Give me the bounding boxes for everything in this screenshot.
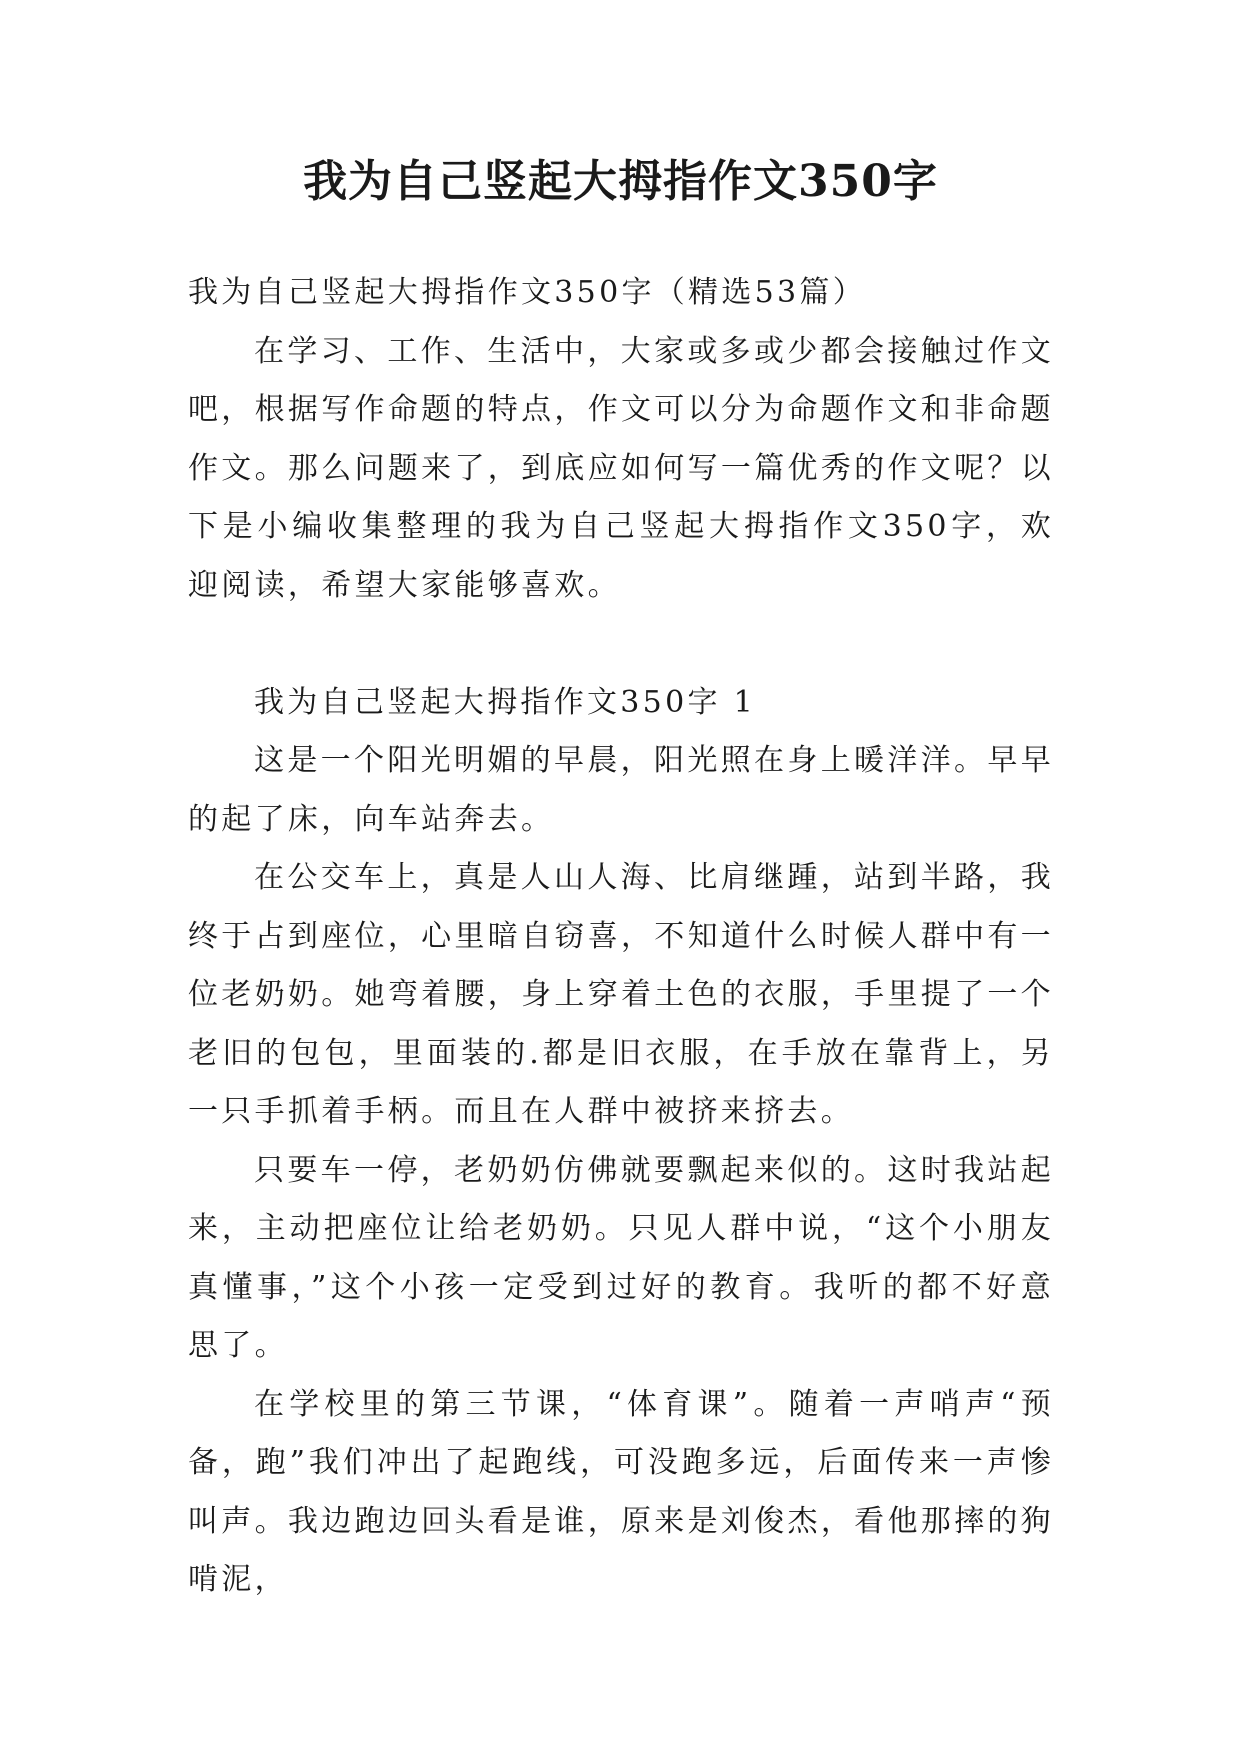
body-paragraph-1: 这是一个阳光明媚的早晨，阳光照在身上暖洋洋。早早的起了床，向车站奔去。 — [188, 743, 1054, 837]
document-title: 我为自己竖起大拇指作文350字 — [303, 156, 938, 207]
section-heading: 我为自己竖起大拇指作文350字 1 — [254, 684, 756, 720]
document-subtitle: 我为自己竖起大拇指作文350字（精选53篇） — [188, 275, 867, 310]
body-paragraph-2: 在公交车上，真是人山人海、比肩继踵，站到半路，我终于占到座位，心里暗自窃喜，不知道什么时候人群中有一位老奶奶。她弯着腰，身上穿着土色的衣服，手里提了一个老旧的包包，里面装的.都是旧衣服，在手放在靠背上，另一只手抓着手柄。而且在人群中被挤来挤去。 — [188, 860, 1054, 1129]
document-body — [188, 264, 1054, 1610]
intro-paragraph: 在学习、工作、生活中，大家或多或少都会接触过作文吧，根据写作命题的特点，作文可以分为命题作文和非命题作文。那么问题来了，到底应如何写一篇优秀的作文呢？以下是小编收集整理的我为自己竖起大拇指作文350字，欢迎阅读，希望大家能够喜欢。 — [188, 333, 1054, 603]
body-paragraph-4: 在学校里的第三节课，“体育课”。随着一声哨声“预备，跑”我们冲出了起跑线，可没跑多远，后面传来一声惨叫声。我边跑边回头看是谁，原来是刘俊杰，看他那摔的狗啃泥， — [188, 1386, 1054, 1597]
body-paragraph-3: 只要车一停，老奶奶仿佛就要飘起来似的。这时我站起来，主动把座位让给老奶奶。只见人群中说，“这个小朋友真懂事，”这个小孩一定受到过好的教育。我听的都不好意思了。 — [188, 1152, 1054, 1363]
paragraph-spacer — [188, 615, 1054, 674]
